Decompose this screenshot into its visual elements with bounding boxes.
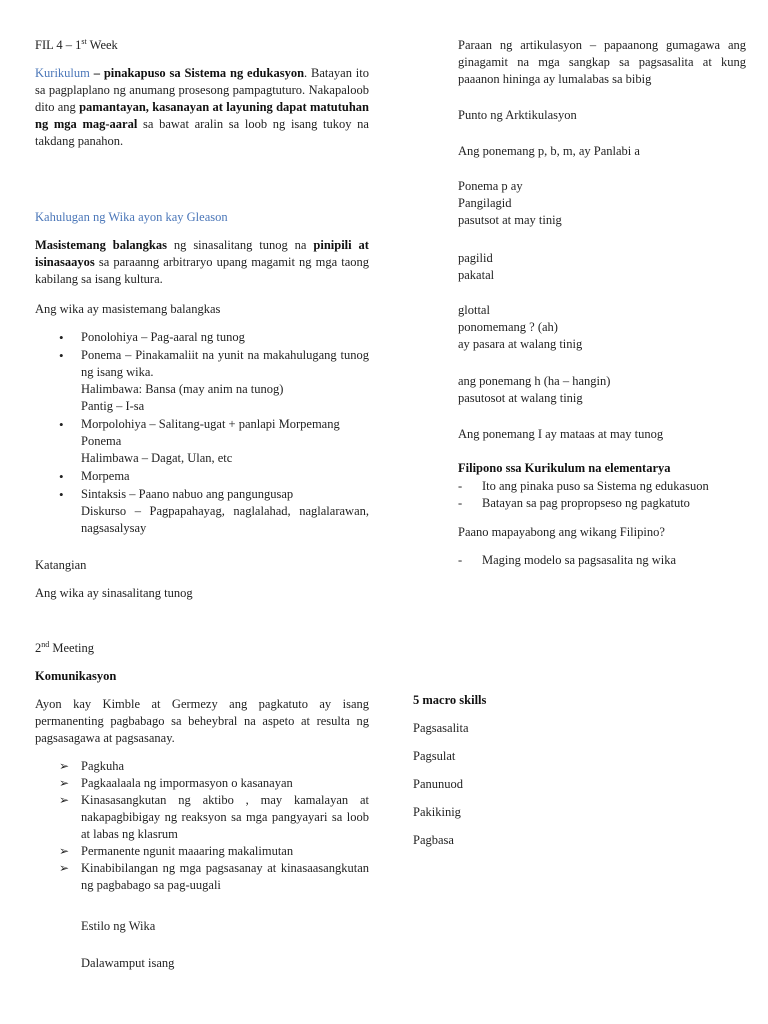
list-item: ➢ Pagkuha — [81, 758, 369, 775]
ponemang-h-block: ang ponemang h (ha – hangin) pasutosot at walang tinig — [458, 374, 611, 405]
kimble-paragraph: Ayon kay Kimble at Germezy ang pagkatuto ay isang permanenting pagbabago sa beheybral na aspeto at resulta ng pagsasagawa at pagsasanay. — [35, 697, 369, 745]
glottal-block: glottal ponomemang ? (ah) ay pasara at walang tinig — [458, 303, 583, 351]
masistema-line: Ang wika ay masistemang balangkas — [35, 302, 221, 316]
macro-skills-heading: 5 macro skills — [413, 693, 487, 707]
ponema-p-block: Ponema p ay Pangilagid pasutsot at may tinig — [458, 179, 562, 227]
macro-skill-item: Pagsasalita — [413, 721, 469, 735]
ponemang-pbm-line: Ang ponemang p, b, m, ay Panlabi a — [458, 144, 640, 158]
list-item: • Ponolohiya – Pag-aaral ng tunog — [81, 329, 369, 346]
list-item: - Ito ang pinaka puso sa Sistema ng edukasuon — [482, 478, 748, 495]
wika-tunog-line: Ang wika ay sinasalitang tunog — [35, 586, 193, 600]
komunikasyon-heading: Komunikasyon — [35, 669, 117, 683]
list-item: ➢ Permanente ngunit maaaring makalimutan — [81, 843, 369, 860]
gleason-heading: Kahulugan ng Wika ayon kay Gleason — [35, 210, 228, 224]
list-item: ➢ Kinasasangkutan ng aktibo , may kamalayan at nakapagbibigay ng reaksyon sa mga pangyayari sa loob at labas ng klasrum — [81, 792, 369, 843]
macro-skill-item: Pagsulat — [413, 749, 456, 763]
meeting-header: 2nd Meeting — [35, 639, 95, 655]
macro-skill-item: Pakikinig — [413, 805, 461, 819]
kurikulum-paragraph: Kurikulum – pinakapuso sa Sistema ng edukasyon. Batayan ito sa pagplaplano ng anumang prosesong pampagtuturo. Nakapaloob dito ang pamantayan, kasanayan at layuning dapat matutuhan ng mga mag-aaral sa bawat aralin sa loob ng isang tukoy na takdang panahon. — [35, 66, 369, 148]
dalawamput-label: Dalawamput isang — [81, 956, 175, 970]
list-item: - Batayan sa pag propropseso ng pagkatuto — [482, 495, 748, 512]
list-item: ➢ Kinabibilangan ng mga pagsasanay at kinasaasangkutan ng pagbabago sa pag-uugali — [81, 860, 369, 894]
filipono-heading: Filipono ssa Kurikulum na elementarya — [458, 461, 671, 475]
list-item: - Maging modelo sa pagsasalita ng wika — [482, 552, 748, 569]
bullet-list — [35, 329, 369, 538]
macro-skill-item: Pagbasa — [413, 833, 454, 847]
paano-list — [458, 552, 748, 569]
list-item: • Morpema — [81, 468, 369, 485]
definition-paragraph: Masistemang balangkas ng sinasalitang tunog na pinipili at isinasaayos sa paraanng arbitraryo upang magamit ng mga taong kabilang sa isang kultura. — [35, 238, 369, 286]
punto-line: Punto ng Arktikulasyon — [458, 108, 577, 122]
ponemang-i-line: Ang ponemang I ay mataas at may tunog — [458, 427, 664, 441]
paano-question: Paano mapayabong ang wikang Filipino? — [458, 525, 665, 539]
kurikulum-term: Kurikulum — [35, 66, 90, 80]
page-header: FIL 4 – 1st Week — [35, 36, 118, 52]
list-item: • Morpolohiya – Salitang-ugat + panlapi Morpemang Ponema Halimbawa – Dagat, Ulan, etc — [81, 416, 369, 467]
list-item: • Ponema – Pinakamaliit na yunit na makahulugang tunog ng isang wika. Halimbawa: Bansa (may anim na tunog) Pantig – I-sa — [81, 347, 369, 415]
katangian-label: Katangian — [35, 558, 87, 572]
paraan-paragraph: Paraan ng artikulasyon – papaanong gumagawa ang ginagamit na mga sangkap sa pagsasalita at kung paaanon hininga ay lumalabas sa bibig — [458, 38, 746, 86]
filipono-list — [458, 478, 748, 512]
arrow-list — [35, 758, 369, 894]
list-item: • Sintaksis – Paano nabuo ang pangungusap Diskurso – Pagpapahayag, naglalahad, naglalarawan, nagsasalysay — [81, 486, 369, 537]
estilo-label: Estilo ng Wika — [81, 919, 156, 933]
pagilid-block: pagilid pakatal — [458, 251, 495, 282]
macro-skill-item: Panunuod — [413, 777, 463, 791]
list-item: ➢ Pagkaalaala ng impormasyon o kasanayan — [81, 775, 369, 792]
